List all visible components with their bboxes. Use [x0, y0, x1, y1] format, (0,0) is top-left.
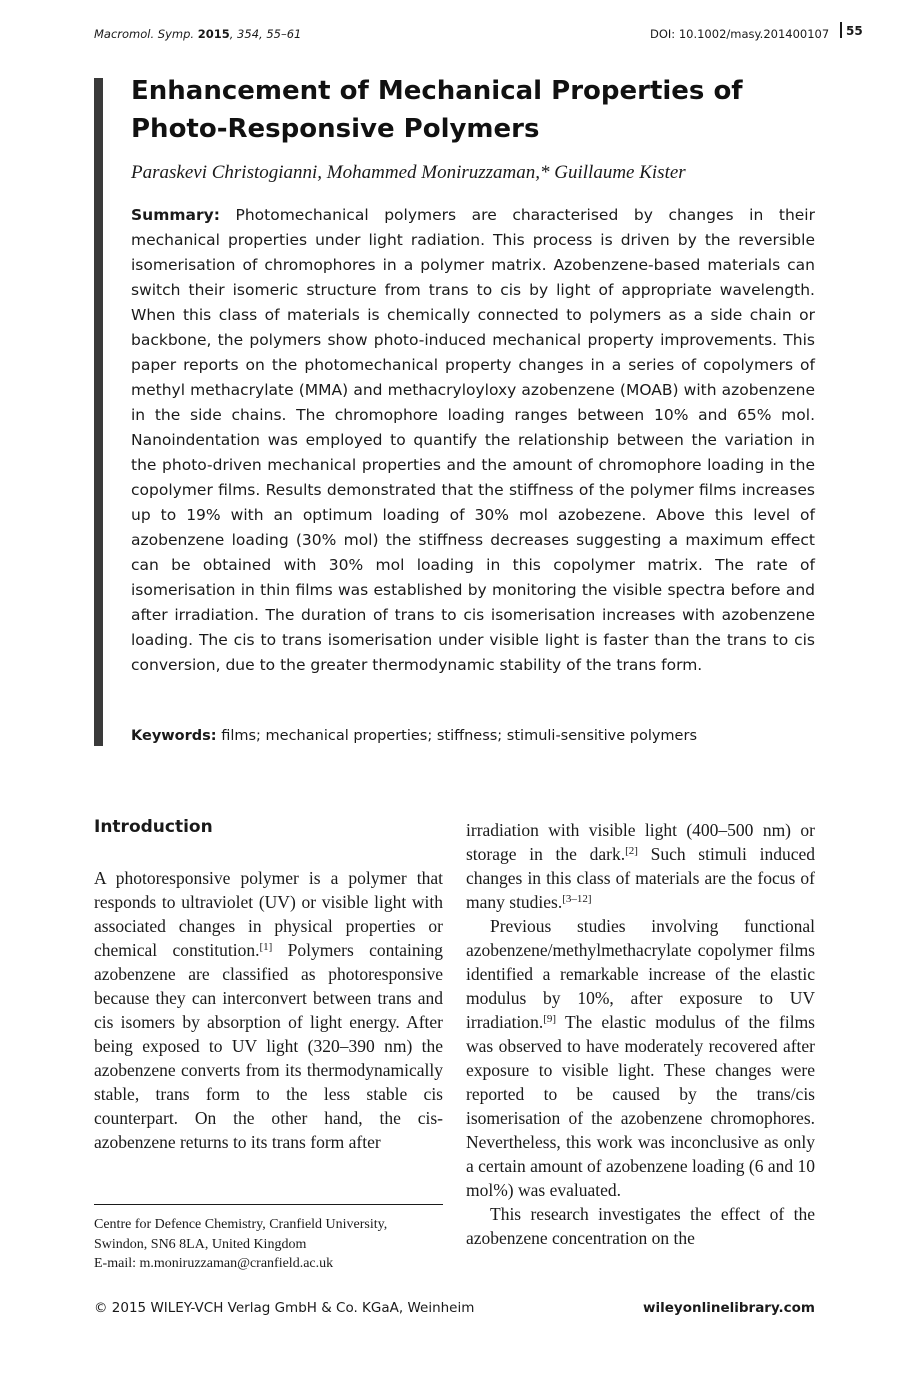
author-list: Paraskevi Christogianni, Mohammed Moniruzzaman,* Guillaume Kister: [131, 162, 686, 183]
affiliation-footnote: [94, 1215, 454, 1274]
right-column: [466, 818, 815, 1250]
keywords: [131, 728, 697, 744]
publisher-website-link[interactable]: wileyonlinelibrary.com: [643, 1300, 815, 1316]
citation-ref[interactable]: [9]: [543, 1013, 557, 1025]
footnote-rule: [94, 1204, 443, 1205]
article-title: Enhancement of Mechanical Properties of Photo-Responsive Polymers: [131, 76, 743, 144]
keywords-text: films; mechanical properties; stiffness; stimuli-sensitive polymers: [221, 728, 697, 744]
page-number: [840, 22, 863, 38]
intro-p1-text-b: Polymers containing azobenzene are classified as photoresponsive because they can interconvert between trans and cis isomers by absorption of light energy. After being exposed to UV light (320–390 nm) the azobenzene converts from its thermodynamically stable, trans form to the less stable cis counterpart. On the other hand, the cis-azobenzene returns to its trans form after: [94, 940, 444, 1152]
intro-p1-cont-text-b: Such stimuli induced changes in this class of materials are the focus of many studies.: [466, 844, 815, 912]
abstract-summary: [131, 203, 815, 678]
intro-p1-cont-text-a: irradiation with visible light (400–500 nm) or storage in the dark.: [466, 820, 815, 864]
abstract-side-rule: [94, 78, 103, 746]
intro-paragraph-1: [94, 866, 443, 1154]
left-column: [94, 866, 443, 1154]
summary-text: Photomechanical polymers are characterised by changes in their mechanical properties under light radiation. This process is driven by the reversible isomerisation of chromophores in a polymer matrix. Azobenzene-based materials can switch their isomeric structure from trans to cis by light of appropriate wavelength. When this class of materials is chemically connected to polymers as a side chain or backbone, the polymers show photo-induced mechanical property improvements. This paper reports on the photomechanical property changes in a series of copolymers of methyl methacrylate (MMA) and methacryloyloxy azobenzene (MOAB) with azobenzene in the side chains. The chromophore loading ranges between 10% and 65% mol. Nanoindentation was employed to quantify the relationship between the variation in the photo-driven mechanical properties and the amount of chromophore loading in the copolymer films. Results demonstrated that the stiffness of the polymer films increases up to 19% with an optimum loading of 30% mol azobezene. Above this level of azobenzene loading (30% mol) the stiffness decreases suggesting a maximum effect can be obtained with 30% mol loading in this copolymer matrix. The rate of isomerisation in thin films was established by monitoring the visible spectra before and after irradiation. The duration of trans to cis isomerisation increases with azobenzene loading. The cis to trans isomerisation under visible light is faster than the trans to cis conversion, due to the greater thermodynamic stability of the trans form.: [131, 206, 815, 674]
summary-label: Summary:: [131, 206, 220, 224]
intro-p2-text-b: The elastic modulus of the films was observed to have moderately recovered after exposure to visible light. These changes were reported to be caused by the trans/cis isomerisation of the azobenzene chromophores. Nevertheless, this work was inconclusive as only a certain amount of azobenzene loading (6 and 10 mol%) was evaluated.: [466, 1012, 815, 1200]
keywords-label: Keywords:: [131, 728, 217, 744]
intro-p2-text-a: Previous studies involving functional azobenzene/methylmethacrylate copolymer films identified a remarkable increase of the elastic modulus by 10%, after exposure to UV irradiation.: [466, 916, 815, 1032]
affiliation-line-2: Swindon, SN6 8LA, United Kingdom: [94, 1236, 307, 1252]
journal-year: 2015: [197, 27, 230, 41]
page-number-rule: [840, 22, 842, 38]
intro-paragraph-3: This research investigates the effect of the azobenzene concentration on the: [466, 1204, 815, 1248]
affiliation-line-1: Centre for Defence Chemistry, Cranfield University,: [94, 1217, 388, 1232]
corresponding-email[interactable]: E-mail: m.moniruzzaman@cranfield.ac.uk: [94, 1256, 334, 1271]
citation-ref[interactable]: [3–12]: [562, 893, 592, 905]
intro-paragraph-2: [466, 914, 815, 1202]
intro-p1-text-a: A photoresponsive polymer is a polymer that responds to ultraviolet (UV) or visible light with associated changes in physical properties or chemical constitution.: [94, 868, 443, 960]
copyright-notice: © 2015 WILEY-VCH Verlag GmbH & Co. KGaA, Weinheim: [94, 1300, 475, 1316]
citation-ref[interactable]: [2]: [625, 845, 638, 857]
section-heading-introduction: Introduction: [94, 817, 213, 837]
journal-name: Macromol. Symp.: [94, 27, 195, 41]
citation-ref[interactable]: [1]: [259, 941, 273, 953]
running-header-citation: [94, 27, 301, 41]
page-number-text: 55: [846, 24, 863, 38]
journal-volume-pages: , 354, 55–61: [229, 27, 302, 41]
intro-paragraph-1-cont: [466, 818, 815, 914]
doi: DOI: 10.1002/masy.201400107: [650, 27, 830, 41]
